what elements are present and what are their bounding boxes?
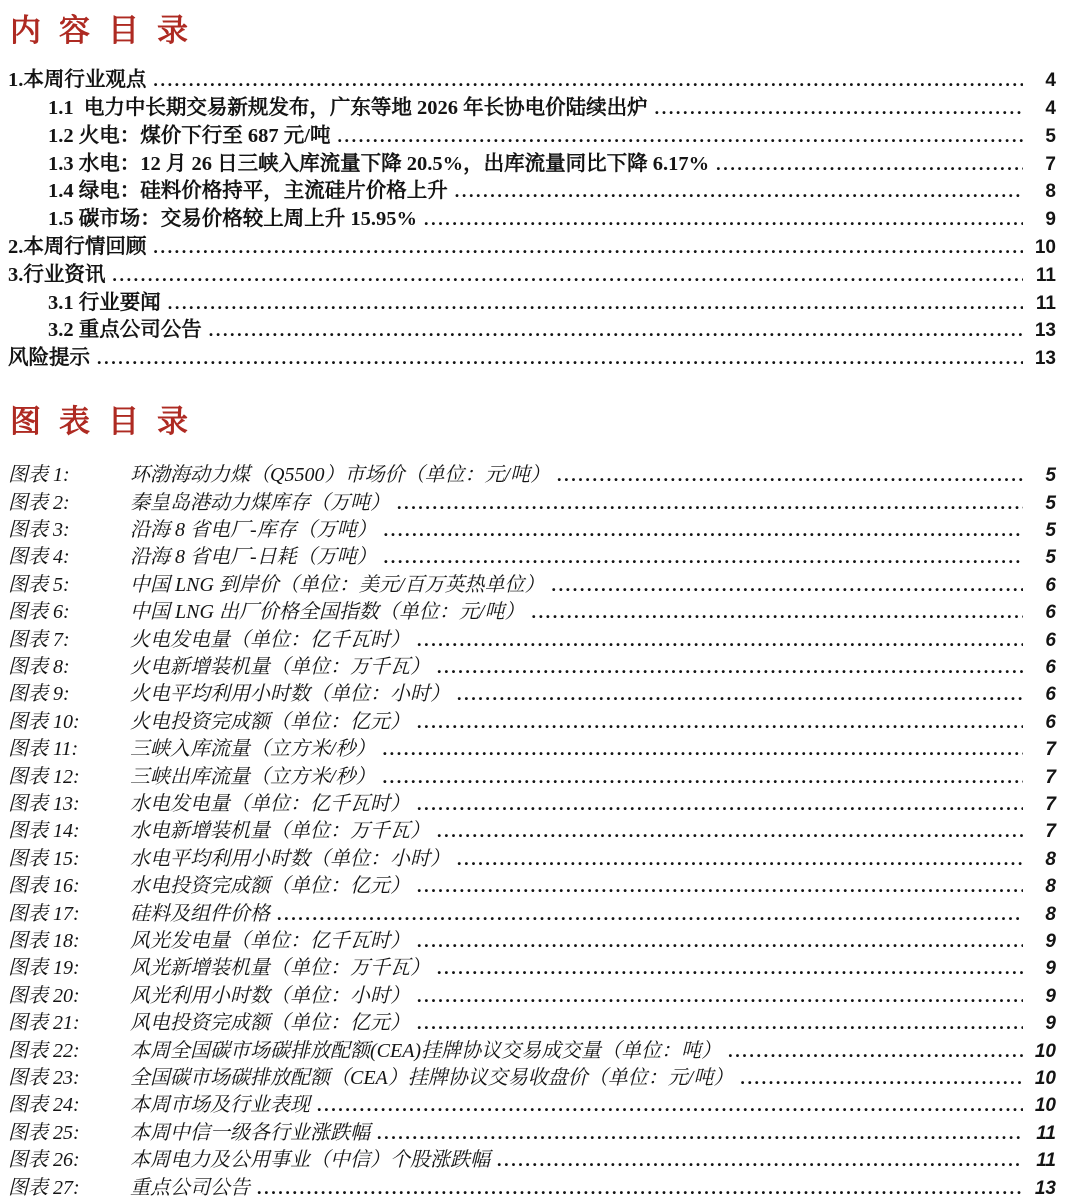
figure-entry-number: 图表 6: [8, 601, 70, 624]
toc-entry-label: 1.3 水电：12 月 26 日三峡入库流量下降 20.5%，出库流量同比下降 6.17% [48, 152, 710, 175]
figure-entry-number: 图表 15: [8, 847, 80, 870]
dot-leader [557, 462, 1023, 489]
figure-entry-page-number: 5 [1045, 492, 1056, 514]
figure-entry-page-number: 7 [1045, 766, 1056, 788]
dot-leader [209, 317, 1023, 344]
figure-toc-entry[interactable] [8, 901, 1056, 928]
figure-entry-title: 中国 LNG 出厂价格全国指数（单位：元/吨） [130, 601, 525, 624]
figure-entry-title: 火电新增装机量（单位：万千瓦） [130, 655, 430, 678]
figure-toc-entry[interactable] [8, 654, 1056, 681]
figure-toc-entry[interactable] [8, 490, 1056, 517]
dot-leader [383, 764, 1023, 791]
dot-leader [417, 873, 1023, 900]
figure-entry-number: 图表 14: [8, 820, 80, 843]
figure-entry-number: 图表 9: [8, 683, 70, 706]
dot-leader [257, 1175, 1023, 1202]
figure-entry-page-number: 13 [1034, 1177, 1056, 1199]
figure-entry-number: 图表 3: [8, 518, 70, 541]
figure-toc-entry[interactable] [8, 627, 1056, 654]
content-toc-entry[interactable] [8, 67, 1056, 95]
figure-entry-number: 图表 13: [8, 793, 80, 816]
figure-entry-page-number: 10 [1034, 1095, 1056, 1117]
figure-entry-number: 图表 23: [8, 1067, 80, 1090]
toc-entry-page-number: 11 [1035, 292, 1056, 314]
figure-entry-page-number: 5 [1045, 465, 1056, 487]
dot-leader [317, 1092, 1023, 1119]
toc-entry-label: 3.2 重点公司公告 [48, 319, 202, 342]
content-toc-entry[interactable] [8, 317, 1056, 345]
dot-leader [417, 928, 1023, 955]
figure-entry-title: 沿海 8 省电厂-日耗（万吨） [130, 546, 377, 569]
dot-leader [277, 901, 1023, 928]
figure-entry-title: 水电投资完成额（单位：亿元） [130, 875, 410, 898]
figure-entry-number: 图表 27: [8, 1176, 80, 1199]
figure-toc-entry[interactable] [8, 1038, 1056, 1065]
figure-entry-page-number: 5 [1045, 547, 1056, 569]
dot-leader [457, 681, 1023, 708]
toc-entry-page-number: 5 [1045, 125, 1056, 147]
figure-entry-page-number: 6 [1045, 711, 1056, 733]
figure-entry-title: 硅料及组件价格 [130, 902, 270, 925]
content-toc-entry[interactable] [8, 345, 1056, 373]
figure-entry-number: 图表 4: [8, 546, 70, 569]
figure-entry-title: 火电发电量（单位：亿千瓦时） [130, 628, 410, 651]
dot-leader [112, 262, 1023, 289]
figure-entry-title: 全国碳市场碳排放配额（CEA）挂牌协议交易收盘价（单位：元/吨） [130, 1067, 734, 1090]
figure-entry-page-number: 11 [1036, 1150, 1056, 1172]
figure-entry-title: 重点公司公告 [130, 1176, 250, 1199]
figure-toc-entry[interactable] [8, 928, 1056, 955]
figure-entry-title: 三峡入库流量（立方米/秒） [130, 738, 376, 761]
figure-toc-list [8, 462, 1056, 1202]
toc-entry-label: 3.行业资讯 [8, 263, 106, 286]
dot-leader [455, 178, 1023, 205]
toc-entry-label: 1.4 绿电：硅料价格持平，主流硅片价格上升 [48, 180, 448, 203]
figure-entry-number: 图表 1: [8, 464, 70, 487]
dot-leader [728, 1038, 1023, 1065]
figure-entry-number: 图表 2: [8, 491, 70, 514]
figure-toc-entry[interactable] [8, 764, 1056, 791]
content-toc-entry[interactable] [8, 234, 1056, 262]
figure-entry-title: 本周电力及公用事业（中信）个股涨跌幅 [130, 1149, 490, 1172]
figure-entry-page-number: 9 [1045, 985, 1056, 1007]
dot-leader [417, 1010, 1023, 1037]
figure-toc-entry[interactable] [8, 599, 1056, 626]
figure-entry-title: 火电平均利用小时数（单位：小时） [130, 683, 450, 706]
figure-entry-title: 秦皇岛港动力煤库存（万吨） [130, 491, 390, 514]
content-toc-entry[interactable] [8, 178, 1056, 206]
toc-entry-label: 1.2 火电：煤价下行至 687 元/吨 [48, 124, 331, 147]
figure-entry-number: 图表 16: [8, 875, 80, 898]
figure-toc-entry[interactable] [8, 1175, 1056, 1202]
content-toc-list [8, 67, 1056, 373]
toc-entry-page-number: 9 [1045, 209, 1056, 231]
figure-toc-entry[interactable] [8, 873, 1056, 900]
figure-entry-title: 火电投资完成额（单位：亿元） [130, 710, 410, 733]
figure-entry-title: 中国 LNG 到岸价（单位：美元/百万英热单位） [130, 573, 545, 596]
figure-entry-page-number: 6 [1045, 629, 1056, 651]
figure-entry-number: 图表 18: [8, 930, 80, 953]
figure-entry-page-number: 7 [1045, 739, 1056, 761]
figure-entry-page-number: 6 [1045, 574, 1056, 596]
figure-entry-title: 本周全国碳市场碳排放配额(CEA)挂牌协议交易成交量（单位：吨） [130, 1039, 722, 1062]
figure-entry-number: 图表 12: [8, 765, 80, 788]
figure-entry-number: 图表 21: [8, 1012, 80, 1035]
figure-toc-entry[interactable] [8, 736, 1056, 763]
content-toc-entry[interactable] [8, 151, 1056, 179]
figure-toc-entry[interactable] [8, 818, 1056, 845]
figure-entry-page-number: 8 [1045, 848, 1056, 870]
dot-leader [437, 955, 1023, 982]
dot-leader [716, 151, 1023, 178]
dot-leader [655, 95, 1023, 122]
figure-entry-page-number: 5 [1045, 519, 1056, 541]
dot-leader [337, 123, 1023, 150]
figure-entry-title: 水电新增装机量（单位：万千瓦） [130, 820, 430, 843]
figure-entry-page-number: 10 [1034, 1068, 1056, 1090]
dot-leader [437, 818, 1023, 845]
figure-entry-number: 图表 8: [8, 655, 70, 678]
figure-entry-number: 图表 10: [8, 710, 80, 733]
figure-entry-number: 图表 24: [8, 1094, 80, 1117]
figure-entry-title: 三峡出库流量（立方米/秒） [130, 765, 376, 788]
dot-leader [153, 67, 1023, 94]
toc-entry-label: 1.5 碳市场：交易价格较上周上升 15.95% [48, 208, 417, 231]
figure-entry-number: 图表 7: [8, 628, 70, 651]
figure-entry-page-number: 8 [1045, 903, 1056, 925]
figure-entry-title: 水电发电量（单位：亿千瓦时） [130, 793, 410, 816]
toc-entry-label: 1.本周行业观点 [8, 69, 147, 92]
figure-entry-page-number: 6 [1045, 602, 1056, 624]
content-toc-entry[interactable] [8, 290, 1056, 318]
content-toc-entry[interactable] [8, 123, 1056, 151]
figure-entry-number: 图表 22: [8, 1039, 80, 1062]
figure-entry-page-number: 9 [1045, 931, 1056, 953]
content-toc-entry[interactable] [8, 95, 1056, 123]
toc-entry-label: 2.本周行情回顾 [8, 235, 147, 258]
figure-toc-entry[interactable] [8, 846, 1056, 873]
figure-toc-entry[interactable] [8, 709, 1056, 736]
figure-entry-number: 图表 26: [8, 1149, 80, 1172]
toc-entry-page-number: 8 [1045, 181, 1056, 203]
figure-entry-title: 环渤海动力煤（Q5500）市场价（单位：元/吨） [130, 464, 550, 487]
figure-entry-title: 本周中信一级各行业涨跌幅 [130, 1121, 370, 1144]
toc-entry-label: 3.1 行业要闻 [48, 291, 161, 314]
figure-toc-entry[interactable] [8, 544, 1056, 571]
figure-toc-entry[interactable] [8, 572, 1056, 599]
figure-entry-page-number: 11 [1036, 1122, 1056, 1144]
figure-entry-title: 水电平均利用小时数（单位：小时） [130, 847, 450, 870]
content-toc-title: 内容目录 [10, 13, 206, 48]
figure-entry-title: 风光新增装机量（单位：万千瓦） [130, 957, 430, 980]
figure-entry-page-number: 6 [1045, 656, 1056, 678]
dot-leader [497, 1147, 1023, 1174]
figure-toc-entry[interactable] [8, 681, 1056, 708]
dot-leader [417, 983, 1023, 1010]
toc-entry-page-number: 4 [1045, 70, 1056, 92]
figure-entry-title: 风光发电量（单位：亿千瓦时） [130, 930, 410, 953]
toc-entry-page-number: 13 [1034, 320, 1056, 342]
figure-toc-entry[interactable] [8, 517, 1056, 544]
figure-toc-entry[interactable] [8, 1147, 1056, 1174]
figure-entry-page-number: 6 [1045, 684, 1056, 706]
dot-leader [740, 1065, 1023, 1092]
toc-entry-label: 风险提示 [8, 347, 90, 370]
figure-toc-entry[interactable] [8, 955, 1056, 982]
figure-entry-page-number: 7 [1045, 821, 1056, 843]
dot-leader [417, 791, 1023, 818]
dot-leader [551, 572, 1023, 599]
figure-entry-number: 图表 20: [8, 984, 80, 1007]
figure-entry-title: 风电投资完成额（单位：亿元） [130, 1012, 410, 1035]
dot-leader [168, 290, 1023, 317]
dot-leader [153, 234, 1023, 261]
dot-leader [531, 599, 1023, 626]
dot-leader [457, 846, 1023, 873]
figure-entry-page-number: 7 [1045, 794, 1056, 816]
dot-leader [384, 517, 1023, 544]
dot-leader [417, 709, 1023, 736]
figure-toc-entry[interactable] [8, 1120, 1056, 1147]
dot-leader [417, 627, 1023, 654]
toc-entry-label: 1.1 电力中长期交易新规发布，广东等地 2026 年长协电价陆续出炉 [48, 96, 648, 119]
figure-toc-entry[interactable] [8, 1092, 1056, 1119]
toc-entry-page-number: 4 [1045, 97, 1056, 119]
figure-entry-title: 本周市场及行业表现 [130, 1094, 310, 1117]
toc-entry-page-number: 7 [1045, 153, 1056, 175]
figure-entry-title: 风光利用小时数（单位：小时） [130, 984, 410, 1007]
figure-entry-number: 图表 5: [8, 573, 70, 596]
figure-entry-title: 沿海 8 省电厂-库存（万吨） [130, 518, 377, 541]
dot-leader [97, 345, 1023, 372]
figure-toc-entry[interactable] [8, 983, 1056, 1010]
toc-entry-page-number: 11 [1035, 264, 1056, 286]
figure-toc-entry[interactable] [8, 1065, 1056, 1092]
dot-leader [424, 206, 1023, 233]
figure-toc-title: 图表目录 [10, 403, 206, 439]
figure-entry-page-number: 8 [1045, 876, 1056, 898]
figure-toc-entry[interactable] [8, 1010, 1056, 1037]
dot-leader [437, 654, 1023, 681]
dot-leader [397, 490, 1023, 517]
dot-leader [383, 736, 1023, 763]
figure-toc-entry[interactable] [8, 462, 1056, 489]
toc-entry-page-number: 10 [1034, 236, 1056, 258]
figure-entry-number: 图表 19: [8, 957, 80, 980]
figure-toc-entry[interactable] [8, 791, 1056, 818]
dot-leader [384, 544, 1023, 571]
figure-entry-number: 图表 11: [8, 738, 79, 761]
figure-entry-page-number: 9 [1045, 958, 1056, 980]
content-toc-entry[interactable] [8, 206, 1056, 234]
figure-entry-page-number: 10 [1034, 1040, 1056, 1062]
content-toc-entry[interactable] [8, 262, 1056, 290]
toc-entry-page-number: 13 [1034, 348, 1056, 370]
figure-entry-number: 图表 25: [8, 1121, 80, 1144]
dot-leader [377, 1120, 1023, 1147]
figure-entry-page-number: 9 [1045, 1013, 1056, 1035]
figure-entry-number: 图表 17: [8, 902, 80, 925]
